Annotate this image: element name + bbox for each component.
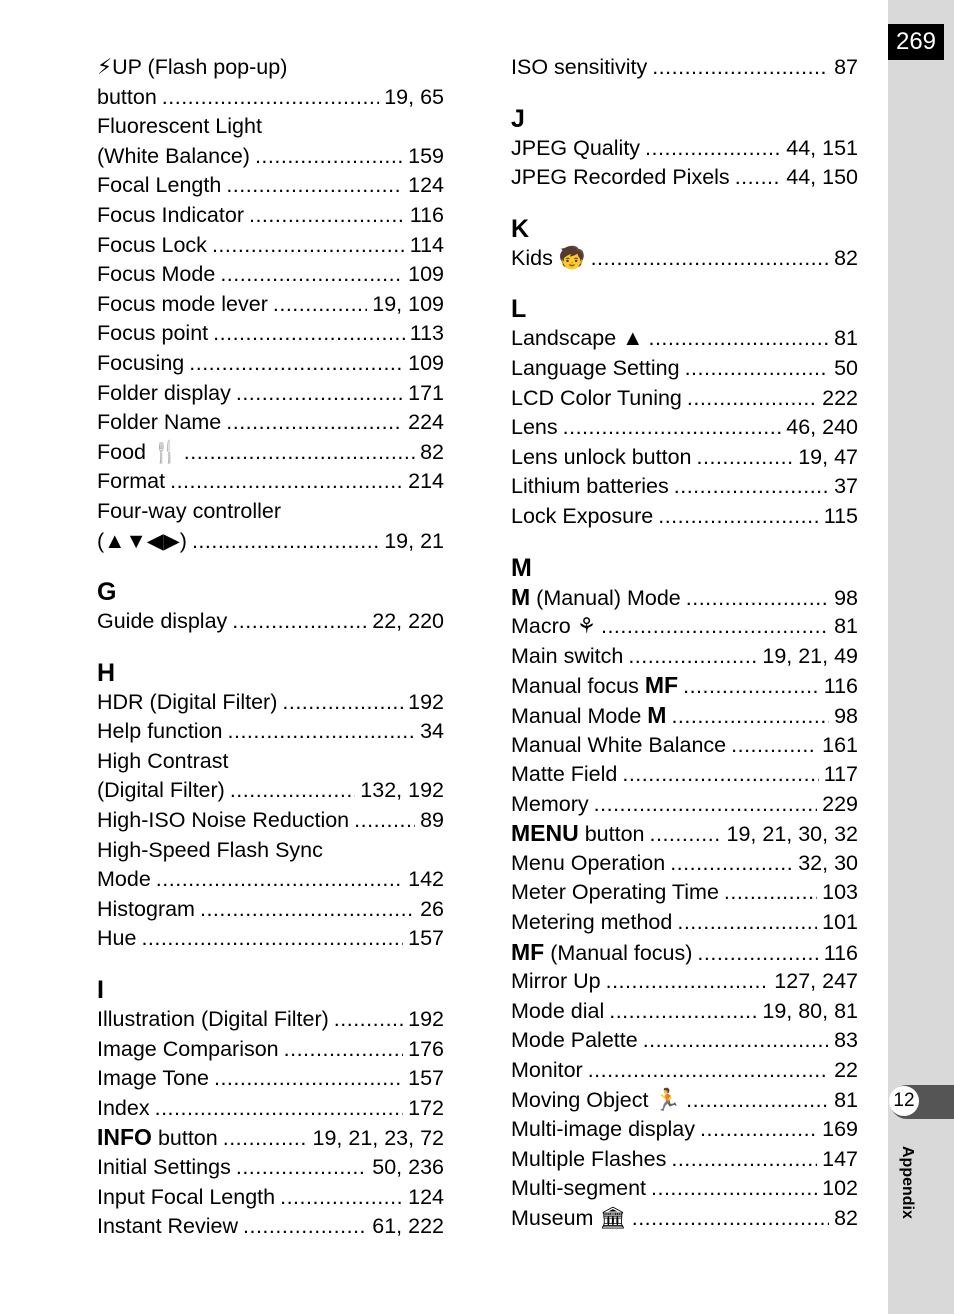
entry-term: (Manual focus) (550, 940, 693, 965)
index-entry (511, 1204, 858, 1234)
entry-pages: 19, 21, 23, 72 (312, 1126, 444, 1151)
index-entry (97, 83, 444, 113)
entry-pages: 19, 80, 81 (762, 998, 858, 1023)
index-entry (97, 1035, 444, 1065)
entry-pages: 81 (834, 614, 858, 639)
entry-pages: 192 (408, 1007, 444, 1032)
index-letter-header: G (97, 578, 117, 607)
entry-pages: 101 (822, 910, 858, 935)
entry-term: Image Tone (97, 1066, 209, 1091)
index-entry (97, 776, 444, 806)
index-entry (97, 1094, 444, 1124)
entry-term: Mirror Up (511, 969, 601, 994)
leader-dots (155, 1094, 404, 1124)
leader-dots (141, 924, 403, 954)
entry-term: Monitor (511, 1058, 583, 1083)
entry-term: High-ISO Noise Reduction (97, 808, 350, 833)
entry-term: ISO sensitivity (511, 55, 648, 79)
entry-term: Instant Review (97, 1214, 239, 1239)
entry-term: Lens (511, 415, 558, 440)
entry-pages: 116 (409, 202, 444, 227)
entry-term: Lithium batteries (511, 474, 669, 499)
index-entry (97, 747, 444, 777)
entry-term: Macro ⚘ (511, 614, 596, 639)
entry-term: Index (97, 1095, 150, 1120)
leader-dots (230, 776, 355, 806)
entry-pages: 229 (822, 791, 858, 816)
leader-dots (643, 1026, 829, 1056)
entry-term: Multi-segment (511, 1176, 647, 1201)
leader-dots (651, 1174, 817, 1204)
index-entry (97, 1064, 444, 1094)
leader-dots (591, 244, 830, 274)
entry-term: Mode (97, 867, 151, 892)
entry-term: Focus Lock (97, 232, 207, 257)
chapter-number: 12 (889, 1086, 919, 1116)
index-entry (97, 260, 444, 290)
entry-pages: 171 (408, 380, 444, 405)
index-entry (511, 472, 858, 502)
entry-pages: 222 (822, 385, 858, 410)
index-column-right (511, 53, 858, 1234)
index-entry (97, 688, 444, 718)
entry-key: INFO (97, 1124, 152, 1151)
entry-term: Manual Mode (511, 703, 642, 728)
leader-dots (212, 231, 405, 261)
entry-pages: 98 (834, 585, 858, 610)
index-entry (97, 319, 444, 349)
leader-dots (671, 1145, 817, 1175)
index-entry (97, 142, 444, 172)
leader-dots (683, 672, 819, 702)
entry-term: (Digital Filter) (97, 778, 225, 803)
index-entry (511, 612, 858, 642)
leader-dots (622, 760, 818, 790)
entry-term: Input Focal Length (97, 1184, 276, 1209)
leader-dots (686, 584, 829, 614)
entry-term: Manual focus (511, 674, 639, 699)
entry-term: Moving Object 🏃 (511, 1087, 682, 1112)
index-letter-header: I (97, 976, 104, 1005)
index-letter-header: M (511, 553, 532, 582)
leader-dots (220, 260, 403, 290)
index-entry (511, 701, 858, 731)
leader-dots (184, 438, 415, 468)
entry-pages: 224 (408, 410, 444, 435)
index-entry (511, 1026, 858, 1056)
leader-dots (677, 908, 817, 938)
leader-dots (189, 349, 403, 379)
index-entry (97, 438, 444, 468)
entry-key: MF (644, 672, 679, 699)
entry-pages: 19, 65 (384, 84, 444, 109)
entry-term: Focus point (97, 321, 209, 346)
entry-term: Meter Operating Time (511, 880, 719, 905)
leader-dots (594, 790, 817, 820)
entry-term: Focus Mode (97, 262, 216, 287)
entry-term: Focus Indicator (97, 202, 244, 227)
index-letter-header: H (97, 658, 116, 687)
entry-term: Help function (97, 719, 223, 744)
index-entry (97, 607, 444, 637)
index-entry (511, 849, 858, 879)
leader-dots (735, 163, 782, 193)
entry-term: Image Comparison (97, 1036, 279, 1061)
leader-dots (249, 201, 405, 231)
page-number: 269 (888, 24, 944, 60)
index-entry (511, 790, 858, 820)
leader-dots (628, 642, 757, 672)
entry-pages: 50 (834, 355, 858, 380)
entry-pages: 26 (420, 896, 444, 921)
entry-pages: 116 (823, 674, 858, 699)
leader-dots (255, 142, 403, 172)
entry-pages: 22 (834, 1058, 858, 1083)
leader-dots (724, 878, 817, 908)
entry-term: button (584, 822, 645, 847)
entry-pages: 98 (834, 703, 858, 728)
entry-term: High-Speed Flash Sync (97, 837, 323, 862)
entry-pages: 117 (823, 762, 858, 787)
leader-dots (658, 502, 819, 532)
entry-pages: 113 (409, 321, 444, 346)
entry-pages: 83 (834, 1028, 858, 1053)
index-entry (511, 244, 858, 274)
entry-pages: 214 (408, 469, 444, 494)
entry-term: Multi-image display (511, 1117, 696, 1142)
entry-term: Metering method (511, 910, 673, 935)
index-entry (511, 1145, 858, 1175)
leader-dots (162, 83, 379, 113)
index-entry (97, 1123, 444, 1153)
index-entry (97, 349, 444, 379)
entry-term: Folder Name (97, 410, 222, 435)
entry-term: Multiple Flashes (511, 1146, 667, 1171)
entry-pages: 157 (408, 926, 444, 951)
index-entry (511, 583, 858, 613)
entry-term: Kids 🧒 (511, 245, 586, 270)
entry-pages: 22, 220 (372, 609, 444, 634)
leader-dots (243, 1212, 367, 1242)
leader-dots (697, 443, 794, 473)
index-entry (97, 497, 444, 527)
leader-dots (685, 354, 830, 384)
leader-dots (648, 324, 829, 354)
index-entry (511, 760, 858, 790)
entry-pages: 44, 150 (786, 165, 858, 190)
leader-dots (232, 607, 367, 637)
entry-pages: 82 (834, 245, 858, 270)
index-entry (97, 895, 444, 925)
section-label: Appendix (899, 1146, 916, 1219)
index-entry (511, 324, 858, 354)
index-entry (97, 379, 444, 409)
entry-pages: 89 (420, 808, 444, 833)
leader-dots (226, 408, 403, 438)
index-entry (511, 443, 858, 473)
index-letter-header: K (511, 214, 530, 243)
entry-term: Initial Settings (97, 1155, 231, 1179)
entry-pages: 19, 47 (798, 444, 858, 469)
index-entry (97, 836, 444, 866)
entry-term: Mode Palette (511, 1028, 638, 1053)
entry-term: Mode dial (511, 998, 605, 1023)
index-entry (97, 527, 444, 557)
index-entry (511, 997, 858, 1027)
index-entry (97, 1153, 444, 1183)
entry-pages: 81 (834, 326, 858, 351)
entry-pages: 115 (823, 503, 858, 528)
entry-term: Matte Field (511, 762, 618, 787)
leader-dots (156, 865, 403, 895)
entry-term: Lock Exposure (511, 503, 654, 528)
entry-term: Landscape ▲ (511, 326, 644, 351)
entry-pages: 172 (408, 1095, 444, 1120)
entry-term: Food 🍴 (97, 439, 179, 464)
entry-pages: 109 (408, 262, 444, 287)
index-entry (97, 467, 444, 497)
entry-term: JPEG Quality (511, 135, 641, 160)
leader-dots (192, 527, 379, 557)
index-entry (511, 671, 858, 701)
entry-pages: 19, 21, 49 (762, 643, 858, 668)
index-entry (97, 231, 444, 261)
leader-dots (334, 1005, 403, 1035)
leader-dots (700, 1115, 817, 1145)
leader-dots (170, 467, 403, 497)
entry-key: MENU (511, 820, 579, 847)
leader-dots (671, 702, 829, 732)
entry-term: Manual White Balance (511, 732, 727, 757)
leader-dots (280, 1183, 403, 1213)
entry-pages: 46, 240 (786, 415, 858, 440)
entry-pages: 82 (834, 1206, 858, 1230)
entry-pages: 87 (834, 55, 858, 79)
leader-dots (609, 997, 757, 1027)
leader-dots (670, 849, 793, 879)
entry-pages: 19, 21 (384, 528, 444, 553)
index-entry (97, 1212, 444, 1242)
entry-term: Fluorescent Light (97, 114, 262, 139)
leader-dots (284, 1035, 403, 1065)
index-entry (97, 408, 444, 438)
entry-term: Folder display (97, 380, 231, 405)
leader-dots (354, 806, 415, 836)
entry-term: Focusing (97, 350, 185, 375)
leader-dots (632, 1204, 829, 1234)
leader-dots (563, 413, 782, 443)
index-entry (97, 112, 444, 142)
entry-key: M (511, 583, 531, 610)
entry-term: (▲▼◀▶) (97, 528, 187, 553)
index-entry (511, 819, 858, 849)
index-letter-header: J (511, 104, 525, 133)
entry-term: (Manual) Mode (536, 585, 681, 610)
index-entry (511, 413, 858, 443)
entry-term: Museum 🏛 (511, 1206, 627, 1230)
entry-term: Language Setting (511, 355, 680, 380)
leader-dots (200, 895, 415, 925)
entry-pages: 37 (834, 474, 858, 499)
leader-dots (731, 731, 817, 761)
entry-pages: 34 (420, 719, 444, 744)
leader-dots (645, 134, 781, 164)
index-entry (511, 1056, 858, 1086)
entry-term: button (97, 84, 157, 109)
entry-term: ⚡UP (Flash pop-up) (97, 55, 288, 79)
entry-pages: 157 (408, 1066, 444, 1091)
entry-pages: 61, 222 (372, 1214, 444, 1239)
entry-pages: 132, 192 (360, 778, 444, 803)
entry-term: JPEG Recorded Pixels (511, 165, 730, 190)
entry-pages: 169 (822, 1117, 858, 1142)
entry-term: Histogram (97, 896, 195, 921)
leader-dots (686, 1086, 829, 1116)
entry-pages: 50, 236 (372, 1155, 444, 1179)
index-entry (511, 1086, 858, 1116)
index-entry (511, 163, 858, 193)
entry-pages: 161 (822, 732, 858, 757)
entry-term: Focus mode lever (97, 291, 268, 316)
index-entry (97, 806, 444, 836)
entry-pages: 103 (822, 880, 858, 905)
entry-term: (White Balance) (97, 143, 250, 168)
index-entry (511, 384, 858, 414)
leader-dots (226, 171, 403, 201)
entry-pages: 159 (408, 143, 444, 168)
entry-pages: 19, 109 (372, 291, 444, 316)
index-entry (511, 878, 858, 908)
entry-term: Format (97, 469, 166, 494)
index-entry (511, 53, 858, 83)
leader-dots (213, 319, 405, 349)
index-entry (511, 908, 858, 938)
leader-dots (214, 1064, 403, 1094)
index-letter-header: L (511, 295, 527, 324)
index-entry (511, 642, 858, 672)
leader-dots (606, 967, 770, 997)
entry-pages: 192 (408, 689, 444, 714)
index-entry (97, 1005, 444, 1035)
index-entry (97, 924, 444, 954)
leader-dots (236, 379, 403, 409)
leader-dots (652, 53, 829, 83)
entry-term: Illustration (Digital Filter) (97, 1007, 329, 1032)
entry-pages: 81 (834, 1087, 858, 1112)
index-entry (97, 290, 444, 320)
leader-dots (588, 1056, 829, 1086)
entry-pages: 109 (408, 350, 444, 375)
leader-dots (273, 290, 367, 320)
leader-dots (697, 939, 818, 969)
entry-pages: 147 (822, 1146, 858, 1171)
index-entry (97, 865, 444, 895)
entry-key: MF (511, 938, 545, 965)
index-entry (511, 938, 858, 968)
leader-dots (236, 1153, 367, 1183)
entry-pages: 127, 247 (774, 969, 858, 994)
entry-term: HDR (Digital Filter) (97, 689, 278, 714)
index-entry (97, 201, 444, 231)
index-entry (97, 1183, 444, 1213)
index-entry (511, 1115, 858, 1145)
index-entry (511, 502, 858, 532)
index-entry (511, 1174, 858, 1204)
index-entry (97, 171, 444, 201)
leader-dots (650, 820, 722, 850)
index-column-left (97, 53, 444, 1242)
entry-pages: 124 (408, 1184, 444, 1209)
entry-term: Lens unlock button (511, 444, 692, 469)
index-entry (511, 134, 858, 164)
leader-dots (674, 472, 829, 502)
entry-pages: 102 (822, 1176, 858, 1201)
index-entry (97, 717, 444, 747)
index-entry (97, 53, 444, 83)
entry-pages: 116 (823, 940, 858, 965)
entry-pages: 82 (420, 439, 444, 464)
entry-key: M (647, 701, 667, 728)
entry-term: Main switch (511, 643, 624, 668)
index-entry (511, 967, 858, 997)
entry-pages: 32, 30 (798, 850, 858, 875)
entry-pages: 44, 151 (786, 135, 858, 160)
leader-dots (223, 1124, 308, 1154)
entry-term: button (157, 1126, 218, 1151)
index-entry (511, 731, 858, 761)
entry-term: Four-way controller (97, 498, 281, 523)
entry-pages: 176 (408, 1036, 444, 1061)
entry-term: Memory (511, 791, 589, 816)
entry-term: Hue (97, 926, 137, 951)
entry-pages: 114 (409, 232, 444, 257)
leader-dots (228, 717, 416, 747)
leader-dots (687, 384, 817, 414)
entry-term: LCD Color Tuning (511, 385, 682, 410)
entry-term: High Contrast (97, 748, 229, 773)
index-entry (511, 354, 858, 384)
leader-dots (282, 688, 403, 718)
entry-pages: 142 (408, 867, 444, 892)
entry-term: Guide display (97, 609, 228, 634)
entry-term: Focal Length (97, 173, 222, 198)
leader-dots (601, 612, 829, 642)
entry-term: Menu Operation (511, 850, 666, 875)
entry-pages: 124 (408, 173, 444, 198)
entry-pages: 19, 21, 30, 32 (726, 822, 858, 847)
